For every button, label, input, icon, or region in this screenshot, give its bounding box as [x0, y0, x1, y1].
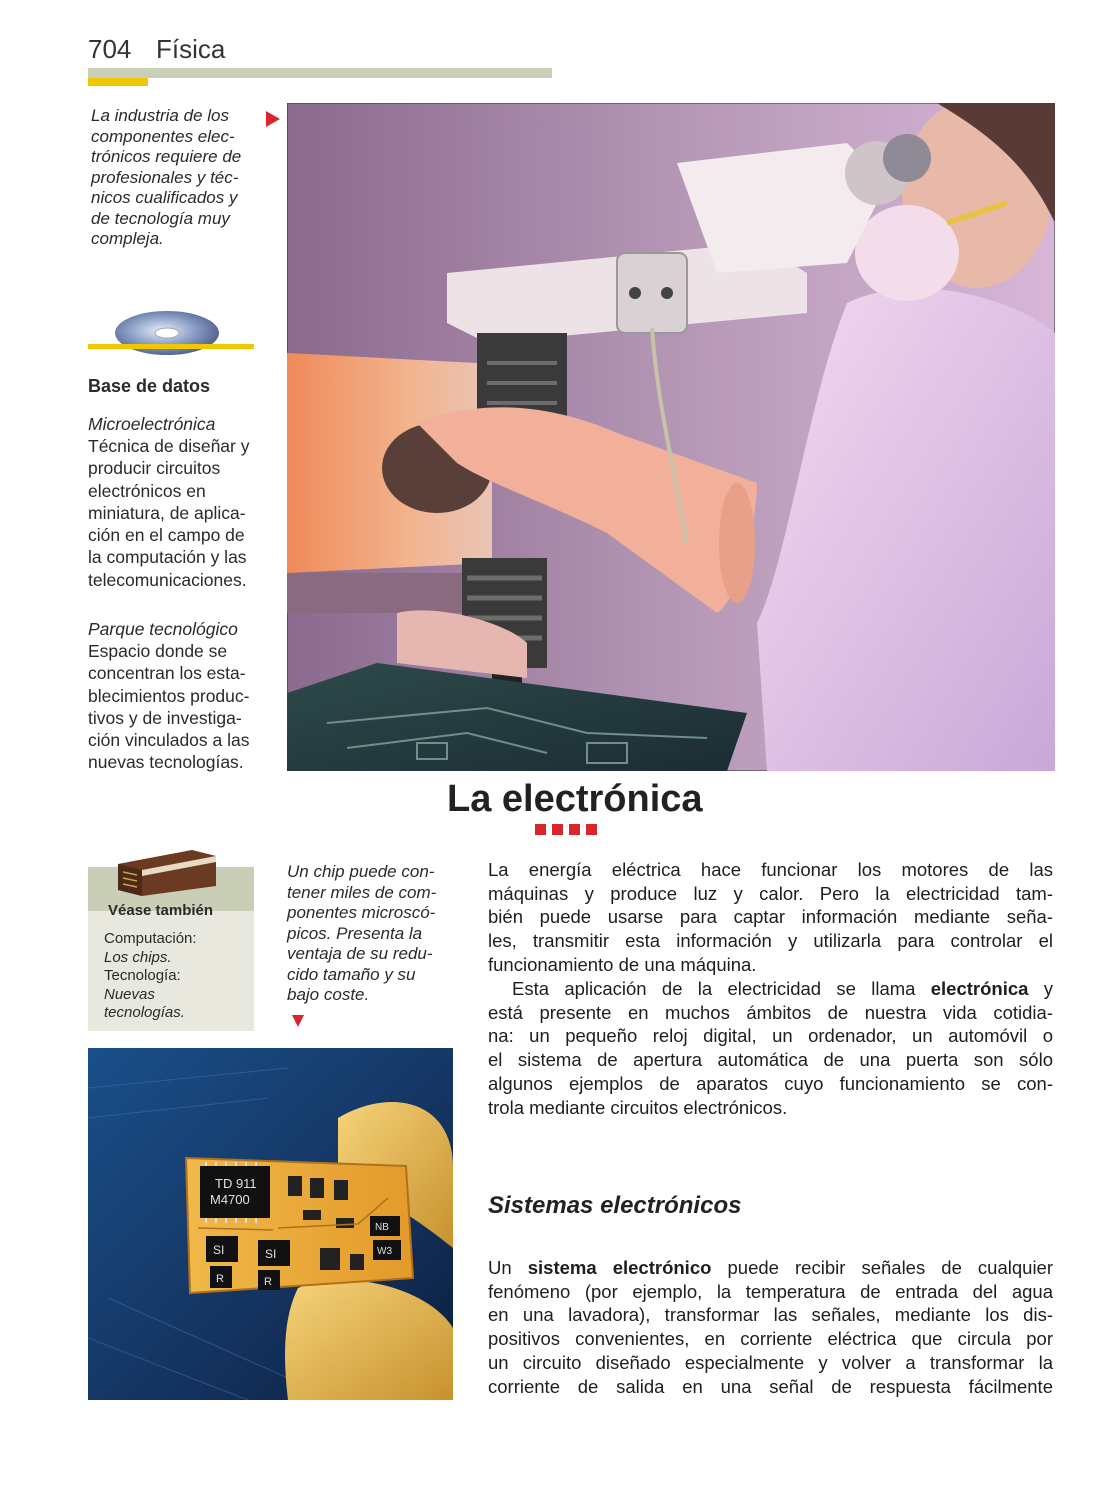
caption-arrow-right-icon	[266, 111, 280, 127]
see-also-title: Véase también	[108, 902, 214, 919]
cd-disc-icon	[112, 308, 222, 358]
text-run: Esta aplicación de la electricidad se llama	[512, 978, 931, 999]
text-run: Un	[488, 1257, 528, 1278]
definition-line: Técnica de diseñar y	[88, 436, 250, 456]
database-entry	[88, 619, 263, 774]
bold-term: electrónica	[930, 978, 1029, 999]
definition-line: blecimientos produc-	[88, 685, 250, 706]
component-label: NB	[375, 1222, 389, 1233]
photo-caption-chip	[287, 862, 457, 1006]
paragraph-systems	[488, 1256, 1053, 1398]
text-line: máquinas y produce luz y calor. Pero la electricidad tam-	[488, 882, 1053, 904]
definition-line: concentran los esta-	[88, 663, 246, 684]
section-name: Física	[156, 34, 226, 64]
caption-line: profesionales y téc-	[91, 167, 239, 187]
caption-line: ventaja de su redu-	[287, 944, 433, 963]
header-accent-bar	[88, 78, 148, 86]
text-line: La energía eléctrica hace funcionar los motores de las	[488, 859, 1053, 880]
text-line: está presente en muchos ámbitos de nuestra vida cotidia-	[488, 1001, 1053, 1023]
caption-arrow-down-icon	[292, 1015, 304, 1027]
paragraph-intro	[488, 858, 1053, 977]
definition-line: tivos y de investiga-	[88, 707, 242, 728]
database-accent-line	[88, 344, 254, 349]
title-ornament-square	[535, 824, 546, 835]
caption-line: ponentes microscó-	[287, 903, 436, 922]
caption-line: componentes elec-	[91, 126, 235, 146]
component-label: R	[216, 1273, 224, 1285]
chip-label-bottom: M4700	[210, 1192, 250, 1207]
database-title: Base de datos	[88, 376, 211, 396]
caption-line: picos. Presenta la	[287, 923, 423, 943]
photo-caption-top	[91, 106, 261, 250]
chip-label-top: TD 911	[215, 1176, 257, 1191]
page-number: 704	[88, 34, 132, 64]
see-also-line: Tecnología:	[104, 967, 181, 984]
text-line	[488, 1256, 1053, 1280]
section-subtitle: Sistemas electrónicos	[488, 1192, 742, 1219]
bold-term: sistema electrónico	[527, 1257, 712, 1278]
title-ornament-square	[552, 824, 563, 835]
paragraph-electronics	[488, 977, 1053, 1119]
text-line: fenómeno (por ejemplo, la temperatura de entrada del agua	[488, 1280, 1053, 1302]
title-ornament-square	[586, 824, 597, 835]
definition-line: nuevas tecnologías.	[88, 752, 244, 773]
database-term: Microelectrónica	[88, 414, 216, 434]
text-line	[488, 977, 1053, 1001]
text-run: y	[1028, 978, 1053, 999]
caption-line: compleja.	[91, 229, 164, 248]
text-line: funcionamiento de una máquina.	[488, 953, 757, 975]
text-run: puede recibir señales de cualquier	[711, 1257, 1054, 1278]
caption-line: Un chip puede con-	[287, 862, 435, 881]
definition-line: producir circuitos	[88, 458, 221, 479]
caption-line: de tecnología muy	[91, 208, 230, 228]
database-entry	[88, 414, 263, 591]
caption-line: trónicos requiere de	[91, 147, 242, 166]
book-icon	[112, 846, 220, 898]
caption-line: bajo coste.	[287, 985, 370, 1004]
caption-line: cido tamaño y su	[287, 964, 416, 984]
definition-line: telecomunicaciones.	[88, 569, 247, 590]
database-term: Parque tecnológico	[88, 619, 238, 639]
see-also-link[interactable]: Nuevas	[104, 985, 155, 1003]
text-line: les, transmitir esta información y utilizarla para controlar el	[488, 930, 1053, 952]
chip-in-fingers-photo	[88, 1048, 453, 1400]
definition-line: ción vinculados a las	[88, 730, 250, 751]
caption-line: nicos cualificados y	[91, 188, 238, 207]
see-also-line: Computación:	[104, 930, 197, 947]
caption-line: tener miles de com-	[287, 882, 437, 902]
text-line: el sistema de apertura automática de una puerta son sólo	[488, 1049, 1053, 1071]
see-also-link[interactable]: Los chips.	[104, 948, 172, 966]
text-line: en una lavadora), transformar las señales, mediante los dis-	[488, 1304, 1053, 1326]
see-also-list	[104, 930, 254, 1023]
component-label: W3	[377, 1246, 392, 1257]
text-line: na: un pequeño reloj digital, un ordenador, un automóvil o	[488, 1025, 1053, 1047]
text-line: algunos ejemplos de aparatos cuyo funcionamiento se con-	[488, 1072, 1053, 1094]
definition-line: ción en el campo de	[88, 525, 245, 546]
definition-line: miniatura, de aplica-	[88, 502, 246, 523]
text-line: corriente de salida en una señal de respuesta fácilmente	[488, 1375, 1053, 1397]
component-label: SI	[265, 1247, 277, 1261]
caption-line: La industria de los	[91, 106, 229, 125]
text-line: positivos convenientes, en corriente eléctrica que circula por	[488, 1328, 1053, 1350]
see-also-link[interactable]: tecnologías.	[104, 1004, 185, 1021]
definition-line: Espacio donde se	[88, 641, 228, 661]
text-line: trola mediante circuitos electrónicos.	[488, 1096, 788, 1118]
microscope-lab-photo	[287, 103, 1055, 771]
text-line: bién puede usarse para captar información mediante seña-	[488, 906, 1053, 928]
title-ornament-square	[569, 824, 580, 835]
header-rule	[88, 68, 552, 78]
component-label: R	[264, 1276, 272, 1288]
main-title: La electrónica	[447, 778, 703, 820]
component-label: SI	[213, 1243, 225, 1257]
text-line: un circuito diseñado especialmente y volver a transformar la	[488, 1351, 1053, 1373]
definition-line: la computación y las	[88, 547, 247, 568]
definition-line: electrónicos en	[88, 480, 206, 501]
